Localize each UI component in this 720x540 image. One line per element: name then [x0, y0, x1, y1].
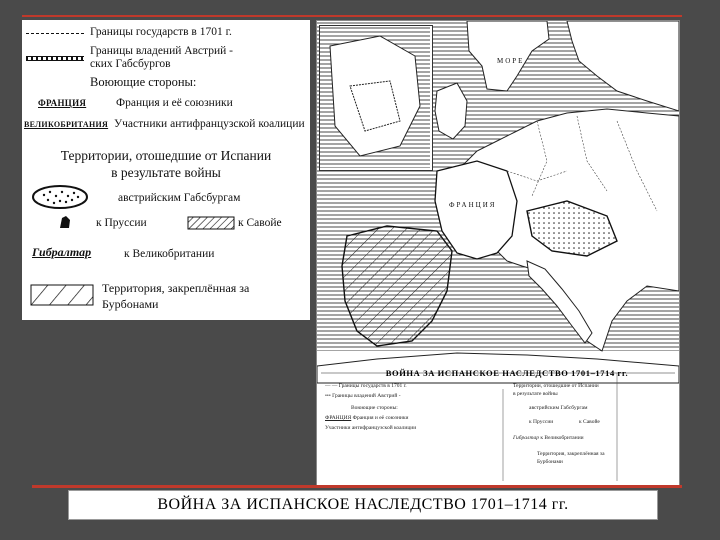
legend-habsburg-line2: ских Габсбургов — [90, 58, 171, 70]
savoy-symbol — [187, 216, 235, 230]
map-inset — [319, 25, 433, 171]
top-accent-line — [22, 15, 682, 17]
legend-bourbon-line2: Бурбонами — [102, 297, 159, 311]
bottom-accent-line — [32, 485, 682, 488]
map-legend-habsburg: ••• Границы владений Австрий - — [325, 393, 401, 399]
map-legend-territories: Территории, отошедшие от Испании — [513, 383, 599, 389]
legend-coalition: Участники антифранцузской коалиции — [114, 118, 305, 130]
map-legend-gibraltar: Гибралтар к Великобритании — [513, 435, 584, 441]
legend-gb-tag: ВЕЛИКОБРИТАНИЯ — [24, 120, 109, 129]
slide-caption: ВОЙНА ЗА ИСПАНСКОЕ НАСЛЕДСТВО 1701–1714 гг. — [68, 490, 658, 520]
legend-habsburg-line1: Границы владений Австрий - — [90, 45, 233, 57]
europe-map — [316, 20, 680, 486]
map-label-sea: МОРЕ — [497, 57, 525, 65]
map-legend-bourbon-2: Бурбонами — [537, 459, 563, 465]
legend-territories-line1: Территории, отошедшие от Испании — [60, 148, 272, 163]
prussia-symbol — [58, 214, 72, 230]
legend-to-gb: к Великобритании — [124, 248, 215, 260]
map-legend-territories-2: в результате войны — [513, 391, 558, 397]
legend-france-allies: Франция и её союзники — [116, 97, 233, 109]
map-legend-bourbon: Территория, закреплённая за — [537, 451, 605, 457]
border-1701-symbol — [26, 33, 84, 34]
legend-to-savoy: к Савойе — [238, 217, 282, 229]
map-legend-france: ФРАНЦИЯ Франция и её союзники — [325, 415, 409, 421]
legend-austrian-habsburgs: австрийским Габсбургам — [118, 192, 241, 204]
legend-gibraltar: Гибралтар — [32, 245, 92, 259]
map-legend-border: — — Границы государств в 1701 г. — [325, 383, 407, 389]
legend-territories-line2: в результате войны — [111, 165, 221, 180]
map-legend-panel — [22, 20, 310, 320]
map-legend-heading: Воюющие стороны: — [351, 405, 398, 411]
map-label-france: ФРАНЦИЯ — [449, 201, 497, 209]
legend-bourbon-line1: Территория, закреплённая за — [102, 281, 250, 295]
bourbon-territory-symbol — [30, 284, 94, 306]
habsburg-border-symbol — [26, 56, 84, 61]
legend-belligerents-heading: Воюющие стороны: — [90, 75, 197, 89]
austrian-habsburg-symbol — [30, 183, 90, 211]
map-legend-savoy: к Савойе — [579, 419, 600, 425]
legend-to-prussia: к Пруссии — [96, 217, 147, 229]
map-legend-prussia: к Пруссии — [529, 419, 554, 425]
map-legend-coalition: Участники антифранцузской коалиции — [325, 425, 417, 431]
legend-france-tag: ФРАНЦИЯ — [38, 98, 87, 108]
map-title: ВОЙНА ЗА ИСПАНСКОЕ НАСЛЕДСТВО 1701–1714 гг. — [385, 368, 629, 378]
map-legend-austrian: австрийским Габсбургам — [529, 405, 588, 411]
legend-border-1701: Границы государств в 1701 г. — [90, 26, 232, 38]
